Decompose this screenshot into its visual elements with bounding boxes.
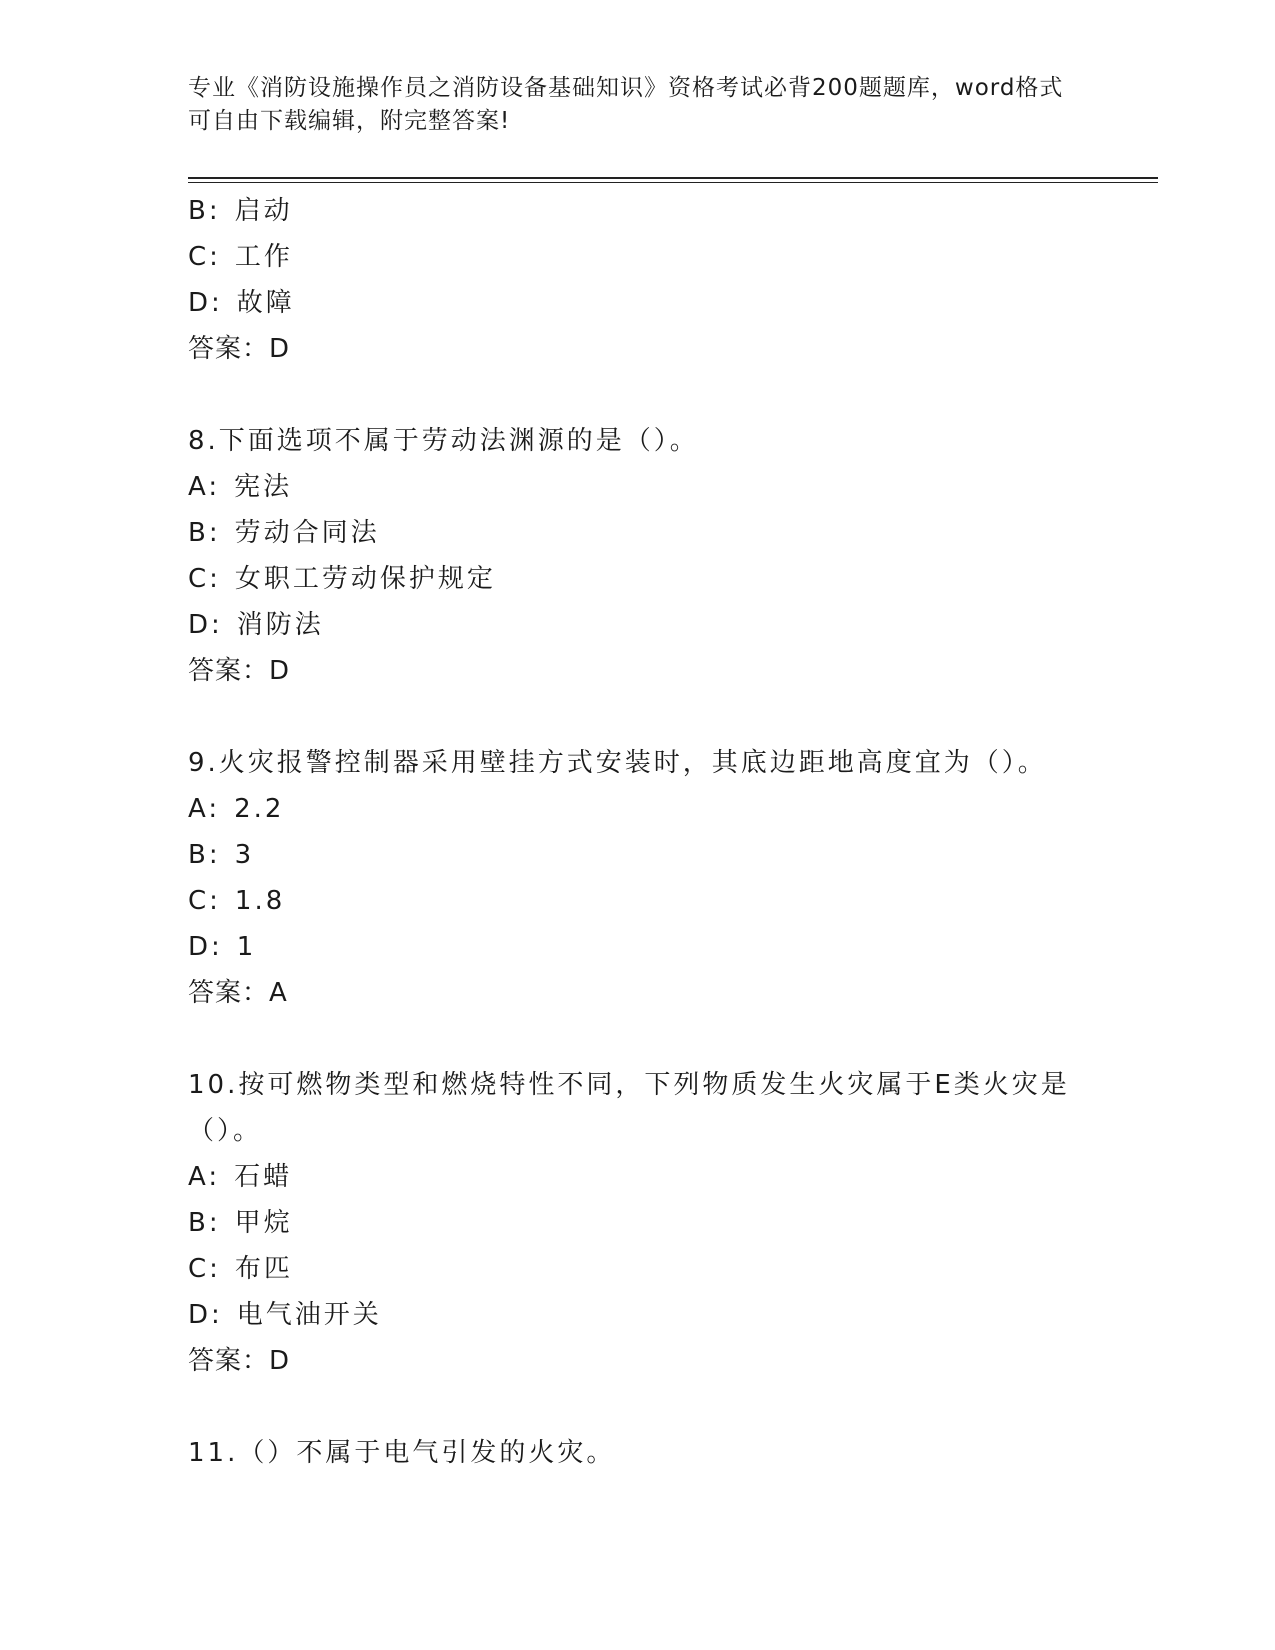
header-divider-bottom [188,182,1158,183]
spacer [188,694,1088,740]
option-d: D: 1 [188,932,257,962]
question-stem: 9.火灾报警控制器采用壁挂方式安装时，其底边距地高度宜为（）。 [188,748,1047,778]
answer-line: 答案：A [188,978,288,1008]
question-stem: 11.（）不属于电气引发的火灾。 [188,1438,616,1468]
spacer [188,1384,1088,1430]
question-10 [188,1062,1088,1384]
header-divider-top [188,177,1158,179]
question-8 [188,418,1088,694]
option-c: C: 1.8 [188,886,286,916]
option-c: C: 女职工劳动保护规定 [188,564,496,594]
option-d: D: 故障 [188,288,295,318]
spacer [188,1016,1088,1062]
option-d: D: 消防法 [188,610,324,640]
option-b: B: 3 [188,840,255,870]
option-b: B: 劳动合同法 [188,518,380,548]
document-header [188,72,1068,138]
answer-line: 答案：D [188,656,291,686]
question-list [188,188,1088,1476]
answer-line: 答案：D [188,334,291,364]
question-stem: 8.下面选项不属于劳动法渊源的是（）。 [188,426,699,456]
option-d: D: 电气油开关 [188,1300,382,1330]
option-b: B: 甲烷 [188,1208,293,1238]
question-carryover [188,188,1088,372]
answer-line: 答案：D [188,1346,291,1376]
option-a: A: 宪法 [188,472,293,502]
option-c: C: 布匹 [188,1254,293,1284]
option-a: A: 2.2 [188,794,285,824]
option-a: A: 石蜡 [188,1162,293,1192]
spacer [188,372,1088,418]
option-c: C: 工作 [188,242,293,272]
question-9 [188,740,1088,1016]
document-title: 专业《消防设施操作员之消防设备基础知识》资格考试必背200题题库，word格式可自由下载编辑，附完整答案! [188,75,1064,134]
question-stem: 10.按可燃物类型和燃烧特性不同，下列物质发生火灾属于E类火灾是（）。 [188,1070,1070,1146]
option-b: B: 启动 [188,196,293,226]
question-11 [188,1430,1088,1476]
